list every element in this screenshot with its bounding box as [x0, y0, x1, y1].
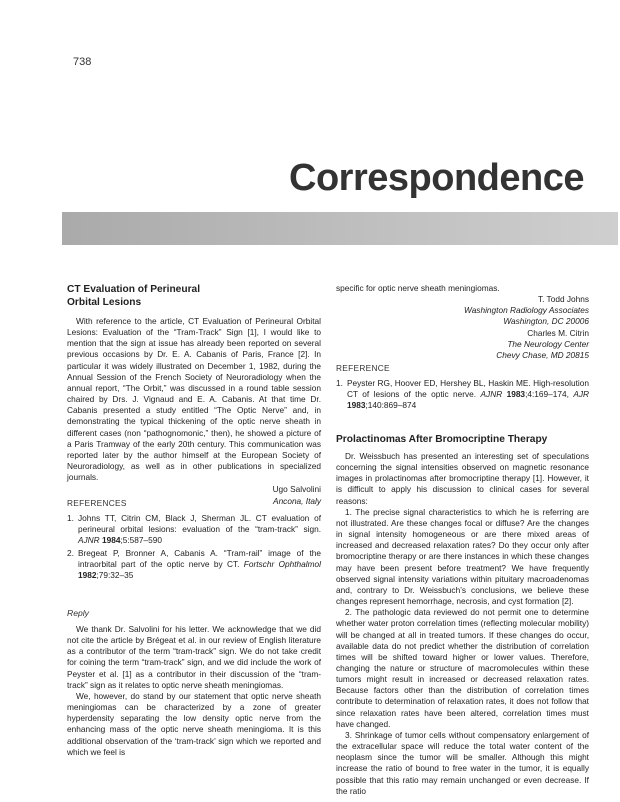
reply-continuation [336, 283, 589, 361]
header-band [62, 212, 618, 245]
reference-item: 1. Johns TT, Citrin CM, Black J, Sherman JL. CT evaluation of perineural orbital lesions: evaluation of the “tram-track” sign. AJNR 1984;5:587–590 [67, 513, 321, 546]
paragraph: specific for optic nerve sheath meningiomas. [336, 283, 500, 293]
reference-item: 2. Bregeat P, Bronner A, Cabanis A. “Tram-rail” image of the intraorbital part of the optic nerve by CT. Fortschr Ophthalmol 1982;79:32–35 [67, 547, 321, 580]
article-title-ct-evaluation: CT Evaluation of Perineural Orbital Lesions [67, 284, 201, 308]
reference-list [336, 378, 589, 411]
author-signature: Ugo Salvolini Ancona, Italy [272, 484, 321, 506]
page-number: 738 [73, 56, 92, 68]
section-title: Correspondence [289, 157, 584, 199]
article-title-prolactinomas: Prolactinomas After Bromocriptine Therapy [336, 434, 548, 445]
paragraph: We, however, do stand by our statement that optic nerve sheath meningiomas can be characterized by a zone of greater hyperdensity separating the low density optic nerve from the enhancing mass of the optic nerve sheath meningioma. It is this additional observation of the ‘tram-track’ sign which we reported and which we feel is [67, 690, 321, 757]
article-body-prolactinomas [336, 451, 589, 797]
reply-body [67, 624, 321, 758]
reply-signature-citrin: Charles M. Citrin The Neurology Center Chevy Chase, MD 20815 [496, 327, 589, 360]
references-section [67, 498, 321, 582]
paragraph: With reference to the article, CT Evaluation of Perineural Orbital Lesions: Evaluation of the “Tram-Track” Sign [1], I would like to mention that the sign at issue has already been reported on several previous occasions by Dr. E. A. Cabanis of Paris, France [2]. In particular it was widely illustrated on December 1, 1982, during the Annual Session of the French Society of Neuroradiology when the annual report, “The Orbit,” was discussed in a round table session chaired by Drs. J. Vignaud and E. A. Cabanis. At that time Dr. Cabanis presented a study entitled “The Optic Nerve” and, in demonstrating the typical thickening of the optic nerve sheath in different cases (non “pathognomonic,” then), he showed a picture of a Paris Tramway of the early 20th century. This communication was reported later by the author himself at the European Society of Neuroradiology, as well as in other publications in specialized journals. [67, 316, 321, 483]
reply-reference-section [336, 363, 589, 413]
reply-heading: Reply [67, 608, 89, 618]
paragraph: 1. The precise signal characteristics to which he is referring are not illustrated. Are these changes focal or diffuse? Are the changes in signal intensity homogeneous or are there mixed areas of increased and decreased relaxation rates? Do they occur only after bromocriptine therapy or are there instances in which these changes may have been present before treatment? We have frequently observed signal intensity variations within pituitary macroadenomas and, contrary to Dr. Weissbuch’s conclusions, we believe these changes represent hemorrhage, necrosis, and cyst formation [2]. [336, 506, 589, 607]
references-list [67, 513, 321, 581]
references-heading: REFERENCES [67, 498, 127, 508]
reference-item: 1. Peyster RG, Hoover ED, Hershey BL, Haskin ME. High-resolution CT of lesions of the optic nerve. AJNR 1983;4:169–174, AJR 1983;140:869–874 [336, 378, 589, 411]
paragraph: 3. Shrinkage of tumor cells without compensatory enlargement of the extracellular space will reduce the total water content of the neoplasm since the tumor will be smaller. Although this might increase the ratio of bound to free water in the tumor, it is equally possible that this ratio may remain unchanged or even decrease. If the ratio [336, 729, 589, 796]
paragraph: Dr. Weissbuch has presented an interesting set of speculations concerning the signal intensities observed on magnetic resonance images in prolactinomas after bromocriptine therapy [1]. However, it is difficult to apply his discussion to clinical cases for several reasons: [336, 451, 589, 506]
reference-heading: REFERENCE [336, 363, 390, 373]
paragraph: We thank Dr. Salvolini for his letter. We acknowledge that we did not cite the article by Brégeat et al. in our review of English literature as a contributor of the term “tram-track” sign. We do not take credit for coining the term “tram-track” sign, and we did include the work of Peyster et al. [1] as a contributor in their discussion of the “tram-track” sign as it relates to optic nerve sheath meningiomas. [67, 624, 321, 690]
reply-signature-johns: T. Todd Johns Washington Radiology Associates Washington, DC 20006 [464, 294, 589, 327]
article-body-ct-evaluation [67, 316, 321, 507]
paragraph: 2. The pathologic data reviewed do not permit one to determine whether water proton correlation times (reflecting molecular mobility) will be changed at all in treated tumors. If these changes do occur, available data do not predict whether the distribution of correlation times will be shifted toward higher or lower values. Therefore, changing the nature or structure of macromolecules within these tumors might result in increased or decreased relaxation rates. Because factors other than the distribution of correlation times contribute to determination of relaxation rates, it does not follow that since relaxation rates have been altered, correlation times must have changed. [336, 607, 589, 729]
